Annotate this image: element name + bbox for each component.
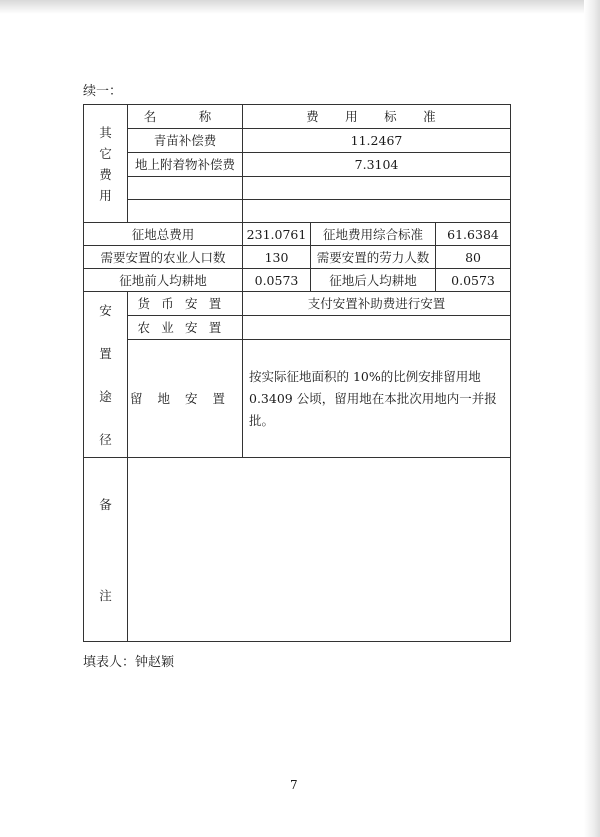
fee-name: 地上附着物补偿费 bbox=[128, 153, 243, 177]
other-fees-header-row bbox=[84, 105, 511, 129]
remarks-section-label: 备 注 bbox=[84, 458, 128, 642]
fee-name bbox=[128, 200, 243, 223]
labor-label: 需要安置的劳力人数 bbox=[311, 246, 436, 269]
fee-row-empty bbox=[84, 177, 511, 200]
monetary-value: 支付安置补助费进行安置 bbox=[243, 292, 511, 316]
fee-value: 11.2467 bbox=[243, 129, 511, 153]
agri-value bbox=[243, 316, 511, 340]
reserved-value: 按实际征地面积的 10%的比例安排留用地 0.3409 公顷，留用地在本批次用地内一并报批。 bbox=[243, 340, 511, 458]
resettlement-section-label: 安 置 途 径 bbox=[84, 292, 128, 458]
resettlement-monetary-row bbox=[84, 292, 511, 316]
fee-value bbox=[243, 177, 511, 200]
fee-row bbox=[84, 153, 511, 177]
summary-row-land bbox=[84, 269, 511, 292]
resettlement-reserved-row bbox=[84, 340, 511, 458]
land-acquisition-fee-table bbox=[83, 104, 511, 642]
fee-value bbox=[243, 200, 511, 223]
remarks-value bbox=[128, 458, 511, 642]
resettlement-agri-row bbox=[84, 316, 511, 340]
fee-value: 7.3104 bbox=[243, 153, 511, 177]
summary-row-population bbox=[84, 246, 511, 269]
col-standard-header: 费 用 标 准 bbox=[243, 105, 511, 129]
total-fee-value: 231.0761 bbox=[243, 223, 311, 246]
fee-name: 青苗补偿费 bbox=[128, 129, 243, 153]
col-name-header: 名 称 bbox=[128, 105, 243, 129]
after-land-value: 0.0573 bbox=[436, 269, 511, 292]
remarks-row bbox=[84, 458, 511, 642]
page-number: 7 bbox=[290, 778, 298, 792]
after-land-label: 征地后人均耕地 bbox=[311, 269, 436, 292]
fee-row-empty bbox=[84, 200, 511, 223]
scan-edge-top bbox=[0, 0, 600, 14]
composite-std-value: 61.6384 bbox=[436, 223, 511, 246]
continuation-label: 续一： bbox=[83, 84, 123, 99]
summary-row-total bbox=[84, 223, 511, 246]
reserved-label: 留地安置 bbox=[128, 340, 243, 458]
labor-value: 80 bbox=[436, 246, 511, 269]
fee-row bbox=[84, 129, 511, 153]
other-fees-section-label: 其 它 费 用 bbox=[84, 105, 128, 223]
composite-std-label: 征地费用综合标准 bbox=[311, 223, 436, 246]
before-land-label: 征地前人均耕地 bbox=[84, 269, 243, 292]
agri-label: 农业安置 bbox=[128, 316, 243, 340]
form-filler: 填表人：钟赵颖 bbox=[83, 655, 175, 670]
agri-pop-value: 130 bbox=[243, 246, 311, 269]
before-land-value: 0.0573 bbox=[243, 269, 311, 292]
total-fee-label: 征地总费用 bbox=[84, 223, 243, 246]
agri-pop-label: 需要安置的农业人口数 bbox=[84, 246, 243, 269]
scan-edge-right bbox=[584, 0, 600, 837]
monetary-label: 货币安置 bbox=[128, 292, 243, 316]
fee-name bbox=[128, 177, 243, 200]
